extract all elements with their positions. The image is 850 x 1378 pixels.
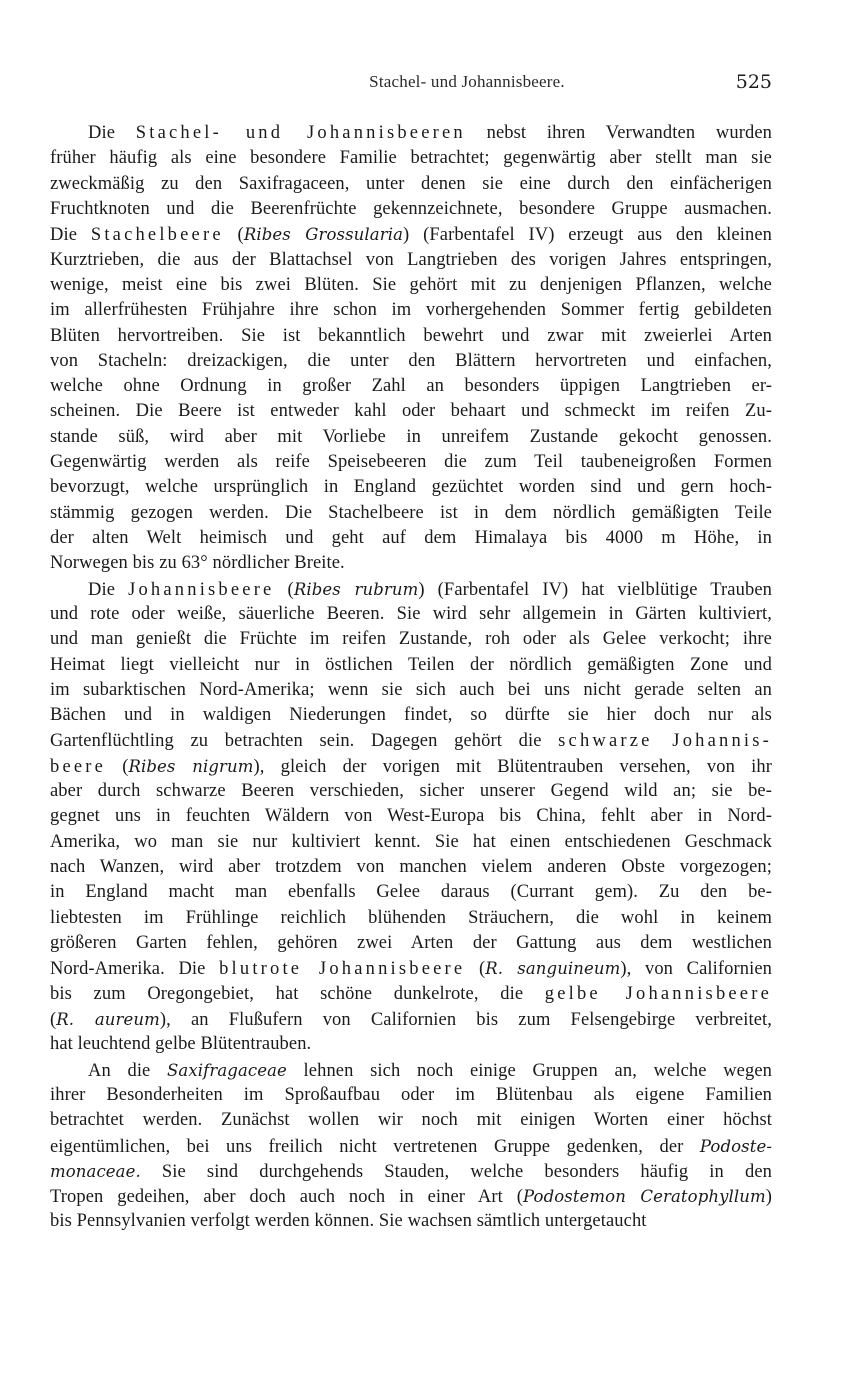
text-run: An die xyxy=(88,1060,168,1081)
text-run: ( xyxy=(50,1009,57,1030)
text-line xyxy=(50,349,772,374)
text-line xyxy=(50,1108,772,1133)
text-line xyxy=(50,1184,772,1209)
text-line xyxy=(50,779,772,804)
text-run: Fruchtknoten und die Beerenfrüchte gekennzeichnete, besondere Gruppe ausmachen. xyxy=(50,198,772,219)
text-run: ihrer Besonderheiten im Sproßaufbau oder im Blütenbau als eigene Familien xyxy=(50,1084,772,1105)
text-line xyxy=(50,1058,772,1083)
text-run: lehnen sich noch einige Gruppen an, welche wegen xyxy=(286,1060,772,1081)
text-run: in England macht man ebenfalls Gelee daraus (Currant gem). Zu den be- xyxy=(50,882,772,903)
text-line xyxy=(50,501,772,526)
text-run: Blüten hervortreiben. Sie ist bekanntlich bewehrt und zwar mit zweierlei Arten xyxy=(50,325,772,346)
text-run: im subarktischen Nord-Amerika; wenn sie sich auch bei uns nicht gerade selten an xyxy=(50,679,772,700)
text-line xyxy=(50,653,772,678)
text-line xyxy=(50,1134,772,1159)
text-run: gegnet uns in feuchten Wäldern von West-Europa bis China, fehlt aber in Nord- xyxy=(50,806,772,827)
text-line xyxy=(50,830,772,855)
text-run: ), gleich der vorigen mit Blütentrauben versehen, von ihr xyxy=(253,756,772,777)
running-title: Stachel- und Johannisbeere. xyxy=(369,72,565,91)
text-run: der alten Welt heimisch und geht auf dem Himalaya bis 4000 m Höhe, in xyxy=(50,528,772,548)
text-line xyxy=(50,273,772,298)
paragraph xyxy=(50,577,772,1058)
text-run: ( xyxy=(465,959,486,980)
text-run: stande süß, wird aber mit Vorliebe in unreifem Zustande gekocht genossen. xyxy=(50,426,772,447)
text-line xyxy=(50,627,772,652)
page-number: 525 xyxy=(735,71,772,93)
text-line xyxy=(50,678,772,703)
text-line xyxy=(50,577,772,602)
text-run: nebst ihren Verwandten wurden xyxy=(465,123,772,143)
text-line xyxy=(50,551,772,576)
text-line xyxy=(50,248,772,273)
text-line xyxy=(50,475,772,500)
paragraph xyxy=(50,1058,772,1235)
text-line xyxy=(50,754,772,779)
text-line xyxy=(50,425,772,450)
text-run: liebtesten im Frühlinge reichlich blühenden Sträuchern, die wohl in keinem xyxy=(50,907,772,928)
text-run: Gegenwärtig werden als reife Speisebeeren die zum Teil taubeneigroßen Formen xyxy=(50,452,772,473)
text-line xyxy=(50,982,772,1007)
text-run: bis zum Oregongebiet, hat schöne dunkelrote, die xyxy=(50,983,545,1004)
text-run: nach Wanzen, wird aber trotzdem von manchen vielem anderen Obste vorgezogen; xyxy=(50,857,772,878)
text-run: Amerika, wo man sie nur kultiviert kennt. Sie hat einen entschiedenen Geschmack xyxy=(50,831,772,852)
text-line xyxy=(50,906,772,931)
spaced-term: schwarze Johannis- xyxy=(558,730,773,751)
italic-term: Ribes rubrum xyxy=(293,579,419,599)
text-run: bis Pennsylvanien verfolgt werden können. Sie wachsen sämtlich untergetaucht xyxy=(50,1211,647,1232)
text-line xyxy=(50,374,772,399)
text-line xyxy=(50,602,772,627)
text-run: zweckmäßig zu den Saxifragaceen, unter denen sie eine durch den einfächerigen xyxy=(50,173,772,194)
text-run: bevorzugt, welche ursprünglich in England gezüchtet worden sind und gern hoch- xyxy=(50,477,772,498)
italic-term: monaceae. xyxy=(50,1161,141,1181)
text-line xyxy=(50,1083,772,1108)
text-line xyxy=(50,1007,772,1032)
text-run: ) (Farbentafel IV) erzeugt aus den kleinen xyxy=(403,225,772,246)
text-line xyxy=(50,931,772,956)
text-line xyxy=(50,880,772,905)
text-run: eigentümlichen, bei uns freilich nicht vertretenen Gruppe gedenken, der xyxy=(50,1136,700,1157)
text-line xyxy=(50,324,772,349)
italic-term: Saxifragaceae xyxy=(167,1060,287,1080)
text-line xyxy=(50,399,772,424)
italic-term: Podostemon Ceratophyllum xyxy=(523,1187,766,1207)
text-run: welche ohne Ordnung in großer Zahl an besonders üppigen Langtrieben er- xyxy=(50,376,772,397)
text-run: früher häufig als eine besondere Familie betrachtet; gegenwärtig aber stellt man sie xyxy=(50,148,772,169)
text-line xyxy=(50,146,772,171)
text-line xyxy=(50,956,772,981)
text-run: im allerfrühesten Frühjahre ihre schon im vorhergehenden Sommer fertig gebildeten xyxy=(50,300,772,321)
text-run: aber durch schwarze Beeren verschieden, sicher unserer Gegend wild an; sie be- xyxy=(50,781,772,802)
italic-term: R. aureum xyxy=(56,1009,160,1029)
text-line xyxy=(50,121,772,146)
text-run: von Stacheln: dreizackigen, die unter den Blättern hervortreten und einfachen, xyxy=(50,350,772,371)
text-line xyxy=(50,804,772,829)
spaced-term: blutrote Johannisbeere xyxy=(219,959,466,980)
text-line xyxy=(50,1032,772,1057)
spaced-term: Johannisbeere xyxy=(128,579,275,600)
text-line xyxy=(50,1159,772,1184)
text-line xyxy=(50,703,772,728)
text-run: ( xyxy=(223,225,244,246)
text-run: ( xyxy=(106,756,129,777)
text-run: ), von Californien xyxy=(620,959,772,980)
text-run: Heimat liegt vielleicht nur in östlichen Teilen der nördlich gemäßigten Zone und xyxy=(50,654,772,675)
text-line xyxy=(50,526,772,551)
text-run: ) xyxy=(765,1187,772,1208)
text-line xyxy=(50,222,772,247)
italic-term: R. sanguineum xyxy=(485,959,621,979)
text-run: Tropen gedeihen, aber doch auch noch in einer Art ( xyxy=(50,1187,523,1208)
spaced-term: beere xyxy=(50,756,107,777)
body-text xyxy=(50,121,772,1235)
text-line xyxy=(50,197,772,222)
text-line xyxy=(50,1209,772,1234)
text-run: ), an Flußufern von Californien bis zum Felsengebirge verbreitet, xyxy=(159,1009,773,1030)
text-run: Die xyxy=(88,579,129,600)
text-run: und rote oder weiße, säuerliche Beeren. Sie wird sehr allgemein in Gärten kultiviert, xyxy=(50,603,772,624)
running-head xyxy=(0,72,850,98)
text-line xyxy=(50,172,772,197)
text-run: hat leuchtend gelbe Blütentrauben. xyxy=(50,1034,312,1055)
text-run: ( xyxy=(274,579,294,600)
text-run: scheinen. Die Beere ist entweder kahl oder behaart und schmeckt im reifen Zu- xyxy=(50,401,772,422)
text-run: Nord-Amerika. Die xyxy=(50,959,220,980)
text-line xyxy=(50,298,772,323)
italic-term: Podoste- xyxy=(699,1136,772,1156)
text-run: Sie sind durchgehends Stauden, welche besonders häufig in den xyxy=(140,1161,772,1182)
text-run: stämmig gezogen werden. Die Stachelbeere ist in dem nördlich gemäßigten Teile xyxy=(50,502,772,523)
paragraph xyxy=(50,121,772,577)
text-run: wenige, meist eine bis zwei Blüten. Sie gehört mit zu denjenigen Pflanzen, welche xyxy=(50,274,772,295)
italic-term: Ribes nigrum xyxy=(128,756,254,776)
text-run: Norwegen bis zu 63° nördlicher Breite. xyxy=(50,553,345,574)
text-run: Die xyxy=(50,225,91,246)
spaced-term: Stachel- und Johannisbeeren xyxy=(135,123,466,143)
spaced-term: Stachelbeere xyxy=(90,225,224,246)
spaced-term: gelbe Johannisbeere xyxy=(544,983,772,1004)
text-run: Kurztrieben, die aus der Blattachsel von Langtrieben des vorigen Jahres entspringen, xyxy=(50,249,772,270)
text-line xyxy=(50,450,772,475)
text-run: ) (Farbentafel IV) hat vielblütige Trauben xyxy=(418,579,772,600)
text-run: und man genießt die Früchte im reifen Zustande, roh oder als Gelee verkocht; ihre xyxy=(50,629,772,650)
text-run: Bächen und in waldigen Niederungen findet, so dürfte sie hier doch nur als xyxy=(50,705,772,726)
text-line xyxy=(50,729,772,754)
text-run: Die xyxy=(88,123,136,143)
text-run: betrachtet werden. Zunächst wollen wir noch mit einigen Worten einer höchst xyxy=(50,1110,772,1131)
text-run: größeren Garten fehlen, gehören zwei Arten der Gattung aus dem westlichen xyxy=(50,933,772,953)
italic-term: Ribes Grossularia xyxy=(243,225,404,245)
text-run: Gartenflüchtling zu betrachten sein. Dagegen gehört die xyxy=(50,730,559,751)
text-line xyxy=(50,855,772,880)
